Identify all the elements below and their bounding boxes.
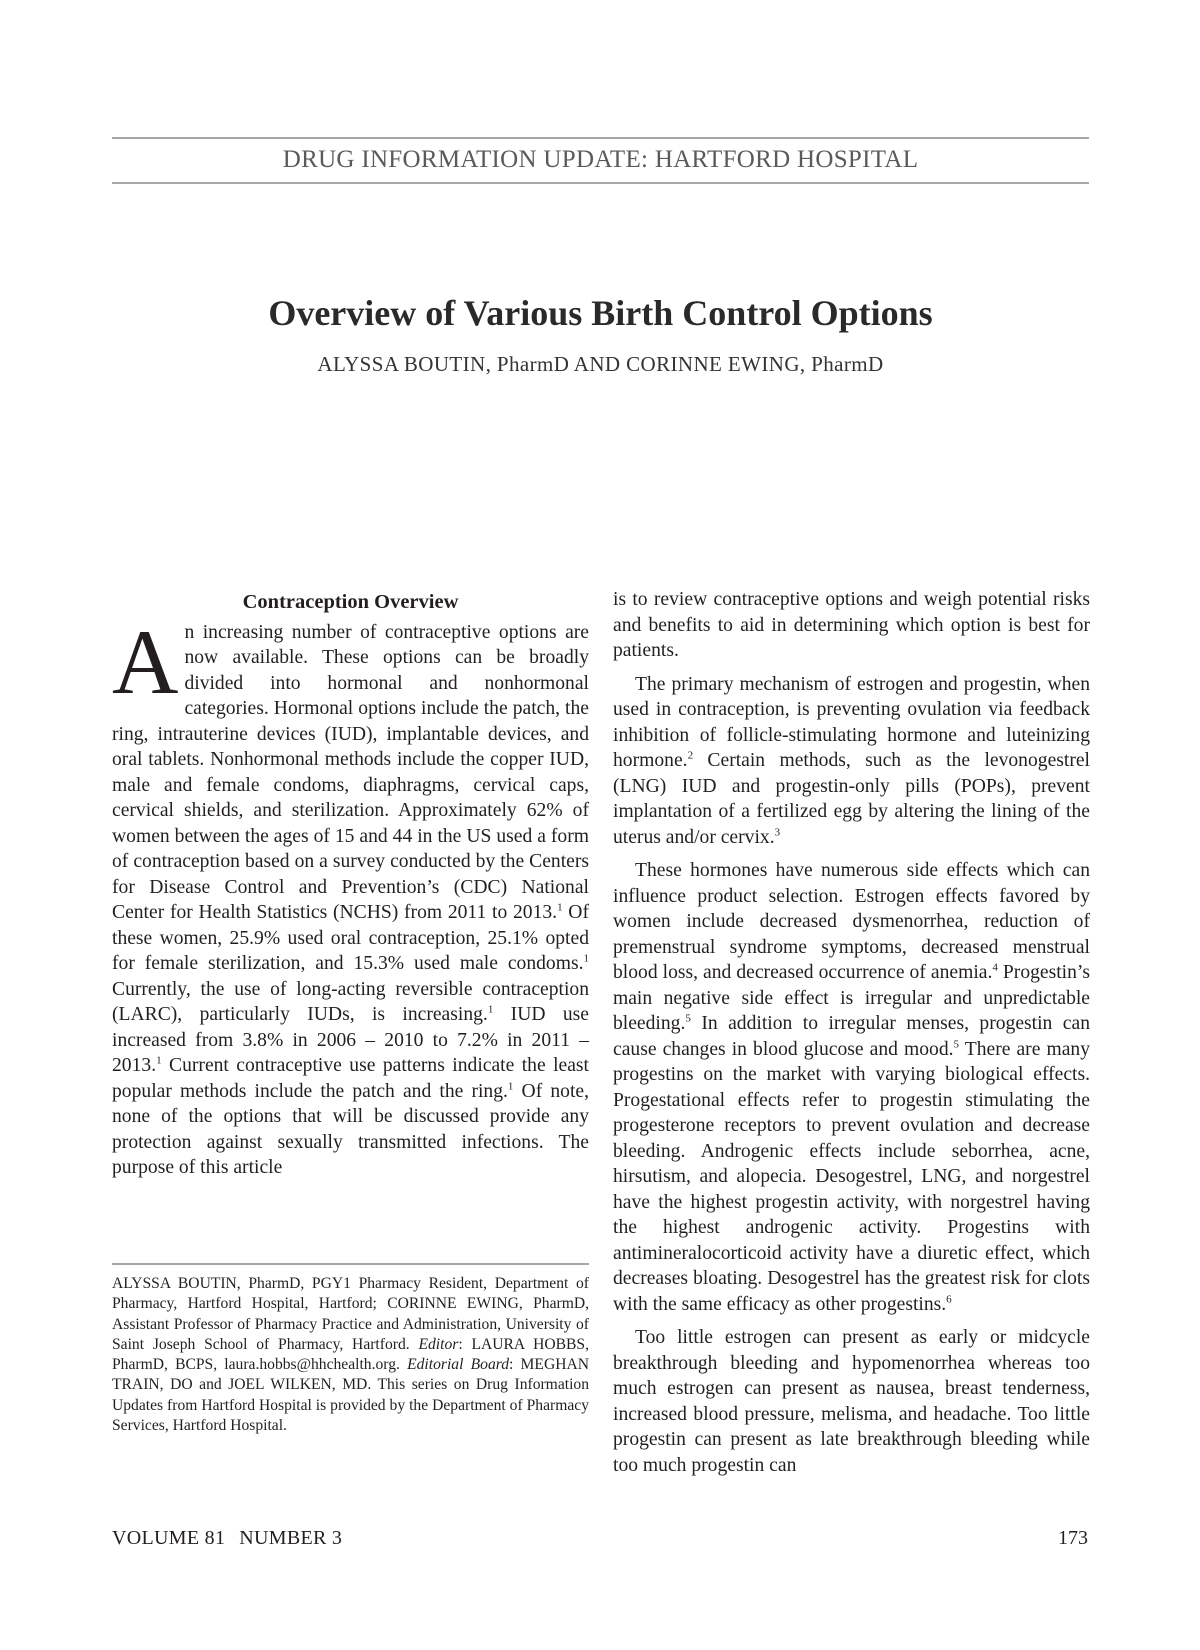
- article-authors: ALYSSA BOUTIN, PharmD AND CORINNE EWING, PharmD: [317, 352, 884, 376]
- paragraph-2: The primary mechanism of estrogen and progestin, when used in contraception, is preventing ovulation via feedback inhibition of follicle-stimulating hormone and luteinizing hormone.$^2$ Certain methods, such as the levonogestrel (LNG) IUD and progestin-only pills (POPs), prevent implantation of a fertilized egg by altering the lining of the uterus and/or cervix.$^3$: [613, 673, 1090, 848]
- drop-cap: A: [112, 610, 179, 713]
- right-column: [613, 587, 1090, 1478]
- footnote-rule: [112, 1263, 589, 1265]
- page-number: 173: [1058, 1527, 1088, 1549]
- paragraph-4: Too little estrogen can present as early or midcycle breakthrough bleeding and hypomenorrhea whereas too much estrogen can present as nausea, breast tenderness, increased blood pressure, melisma, and headache. Too little progestin can present as late breakthrough bleeding while too much progestin can: [613, 1327, 1090, 1476]
- paragraph-1: [112, 610, 589, 1181]
- paragraph-3: These hormones have numerous side effects which can influence product selection. Estrogen effects favored by women include decreased dysmenorrhea, reduction of premenstrual syndrome symptoms, decreased menstrual blood loss, and decreased occurrence of anemia.$^4$ Progestin’s main negative side effect is irregular and unpredictable bleeding.$^5$ In addition to irregular menses, progestin can cause changes in blood glucose and mood.$^5$ There are many progestins on the market with varying biological effects. Progestational effects refer to progestin stimulating the progesterone receptors to prevent ovulation and decrease bleeding. Androgenic effects include seborrhea, acne, hirsutism, and alopecia. Desogestrel, LNG, and norgestrel have the highest progestin activity, with norgestrel having the highest androgenic activity. Progestins with antimineralocorticoid activity have a diuretic effect, which decreases bloating. Desogestrel has the greatest risk for clots with the same efficacy as other progestins.$^6$: [613, 860, 1090, 1315]
- paragraph-1-continued: is to review contraceptive options and weigh potential risks and benefits to aid in determining which option is best for patients.: [613, 589, 1090, 661]
- article-title: Overview of Various Birth Control Options: [268, 293, 933, 333]
- author-footnote: ALYSSA BOUTIN, PharmD, PGY1 Pharmacy Resident, Department of Pharmacy, Hartford Hospital, Hartford; CORINNE EWING, PharmD, Assistant Professor of Pharmacy Practice and Administration, University of Saint Joseph School of Pharmacy, Hartford. Editor: LAURA HOBBS, PharmD, BCPS, laura.hobbs@hhchealth.org. Editorial Board: MEGHAN TRAIN, DO and JOEL WILKEN, MD. This series on Drug Information Updates from Hartford Hospital is provided by the Department of Pharmacy Services, Hartford Hospital.: [112, 1275, 589, 1435]
- section-heading: Contraception Overview: [242, 591, 459, 613]
- footer-volume: VOLUME 81: [112, 1527, 226, 1549]
- footer-issue: [112, 1527, 342, 1550]
- header-top-rule: [112, 137, 1089, 139]
- left-column: [112, 590, 589, 1181]
- running-head: DRUG INFORMATION UPDATE: HARTFORD HOSPITAL: [282, 146, 919, 173]
- footer-number: NUMBER 3: [239, 1527, 343, 1549]
- header-bottom-rule: [112, 182, 1089, 184]
- paragraph-1-text: n increasing number of contraceptive options are now available. These options can be broadly divided into hormonal and nonhormonal categories. Hormonal options include the patch, the ring, intrauterine devices (IUD), implantable devices, and oral tablets. Nonhormonal methods include the copper IUD, male and female condoms, diaphragms, cervical caps, cervical shields, and sterilization. Approximately 62% of women between the ages of 15 and 44 in the US used a form of contraception based on a survey conducted by the Centers for Disease Control and Prevention’s (CDC) National Center for Health Statistics (NCHS) from 2011 to 2013.$^1$ Of these women, 25.9% used oral contraception, 25.1% opted for female sterilization, and 15.3% used male condoms.$^1$ Currently, the use of long-acting reversible contraception (LARC), particularly IUDs, is increasing.$^1$ IUD use increased from 3.8% in 2006 – 2010 to 7.2% in 2011 – 2013.$^1$ Current contraceptive use patterns indicate the least popular methods include the patch and the ring.$^1$ Of note, none of the options that will be discussed provide any protection against sexually transmitted infections. The purpose of this article: [112, 621, 589, 1178]
